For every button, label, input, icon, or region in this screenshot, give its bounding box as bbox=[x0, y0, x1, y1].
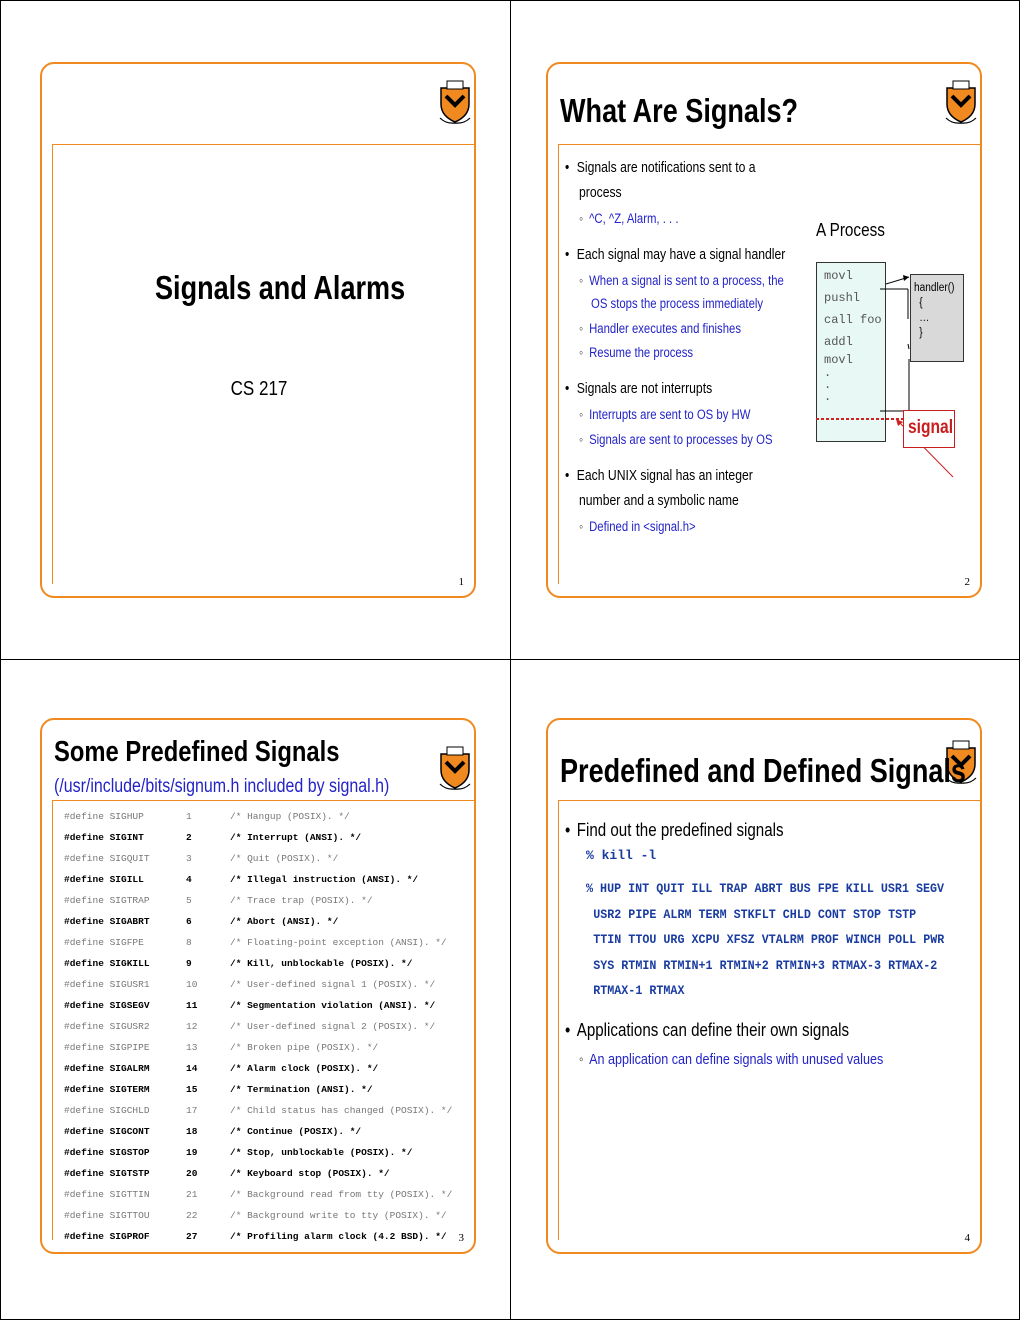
call-arrow-head bbox=[908, 344, 909, 349]
command-output bbox=[586, 876, 944, 1004]
handler-line: … bbox=[919, 312, 930, 324]
code-line: . bbox=[824, 390, 832, 404]
code-line: . bbox=[824, 378, 832, 392]
bullet: • Signals are not interrupts bbox=[565, 381, 713, 397]
slide-rule bbox=[558, 144, 559, 584]
slide-rule-top bbox=[558, 800, 982, 801]
code-line: . bbox=[824, 366, 832, 380]
bullet: • Each signal may have a signal handler bbox=[565, 247, 786, 263]
slide-title: What Are Signals? bbox=[560, 92, 799, 129]
sub-bullet: ◦ When a signal is sent to a process, the bbox=[579, 273, 784, 288]
sub-bullet: ◦ Handler executes and finishes bbox=[579, 321, 742, 336]
sub-bullet: ◦ Signals are sent to processes by OS bbox=[579, 432, 773, 447]
bullet: • Signals are notifications sent to a bbox=[565, 160, 756, 176]
princeton-shield-icon bbox=[438, 78, 472, 124]
slide-title: Signals and Alarms bbox=[155, 269, 406, 306]
page-divider-vertical bbox=[510, 0, 511, 1320]
signal-box bbox=[903, 410, 955, 448]
slide-title: Some Predefined Signals bbox=[54, 736, 340, 768]
slide-rule-top bbox=[52, 800, 476, 801]
sub-bullet-cont: OS stops the process immediately bbox=[591, 296, 764, 311]
output-line: SYS RTMIN RTMIN+1 RTMIN+2 RTMIN+3 RTMAX-3 RTMAX-2 bbox=[593, 957, 938, 973]
page-divider-horizontal bbox=[0, 659, 1020, 660]
bullet: • Applications can define their own signals bbox=[565, 1020, 850, 1040]
course-name: CS 217 bbox=[230, 378, 288, 400]
page-edge-left bbox=[0, 0, 1, 1320]
handler-line: } bbox=[919, 327, 923, 339]
slide-rule bbox=[52, 144, 53, 584]
slide-rule bbox=[558, 800, 559, 1240]
code-line: movl bbox=[824, 353, 853, 367]
sub-bullet: ◦ Resume the process bbox=[579, 345, 694, 360]
output-line: % HUP INT QUIT ILL TRAP ABRT BUS FPE KILL USR1 SEGV bbox=[586, 881, 945, 896]
output-line: RTMAX-1 RTMAX bbox=[593, 983, 685, 998]
slide-rule-top bbox=[558, 144, 982, 145]
princeton-shield-icon bbox=[944, 78, 978, 124]
sub-bullet: ◦ ^C, ^Z, Alarm, . . . bbox=[579, 211, 679, 226]
handler-line: handler() bbox=[914, 282, 955, 294]
output-line: TTIN TTOU URG XCPU XFSZ VTALRM PROF WINCH POLL PWR bbox=[593, 932, 945, 947]
page-edge-top bbox=[0, 0, 1020, 1]
signal-label: signal bbox=[908, 417, 954, 438]
bullet: • Find out the predefined signals bbox=[565, 820, 784, 840]
slide-subtitle: (/usr/include/bits/signum.h included by signal.h) bbox=[54, 776, 390, 797]
slide-number: 2 bbox=[964, 576, 970, 588]
sub-bullet: ◦ An application can define signals with unused values bbox=[579, 1051, 884, 1068]
slide-4 bbox=[546, 718, 982, 1254]
code-line: call foo bbox=[824, 313, 882, 327]
bullet: • Each UNIX signal has an integer bbox=[565, 468, 753, 484]
command-line: % kill -l bbox=[586, 848, 657, 863]
sub-bullet: ◦ Defined in <signal.h> bbox=[579, 519, 696, 534]
bullet-cont: process bbox=[579, 185, 622, 201]
process-label: A Process bbox=[816, 220, 885, 240]
slide-number: 1 bbox=[458, 576, 464, 588]
code-line: addl bbox=[824, 335, 853, 349]
slide-3: Some Predefined Signals (/usr/include/bits/signum.h included by signal.h) #define SIGHUP 1 /* Hangup (POSIX). */ #define SIGINT 2 /* Interrupt (ANSI). */ #define SIGQUIT 3 /* Quit (POSIX). */ #define SIGILL 4 /* Illegal instruction (ANSI). */ #define SIGTRAP 5 /* Trace trap (POSIX). */ #define SIGABRT 6 /* Abort (ANSI). */ #define SIGFPE 8 /* Floating-point exception (ANSI). */ #define SIGKILL 9 /* Kill, unblockable (POSIX). */ #define SIGUSR1 10 /* User-defined signal 1 (POSIX). */ #define SIGSEGV 11 /* Segmentation violation (ANSI). */ #define SIGUSR2 12 /* User-defined signal 2 (POSIX). */ #define SIGPIPE 13 /* Broken pipe (POSIX). */ #define SIGALRM 14 /* Alarm clock (POSIX). */ #define SIGTERM 15 /* Termination (ANSI). */ #define SIGCHLD 17 /* Child status has changed (POSIX). */ #define SIGCONT 18 /* Continue (POSIX). */ #define SIGSTOP 19 /* Stop, unblockable (POSIX). */ #define SIGTSTP 20 /* Keyboard stop (POSIX). */ #define SIGTTIN 21 /* Background read from tty (POSIX). */ #define SIGTTOU 22 /* Background write to tty (POSIX). */ #define SIGPROF 27 /* Profiling alarm clock (4.2 BSD). */ 3 bbox=[40, 718, 476, 1254]
handler-line: { bbox=[919, 297, 923, 309]
slide-2 bbox=[546, 62, 982, 598]
sub-bullet: ◦ Interrupts are sent to OS by HW bbox=[579, 407, 751, 422]
code-line: pushl bbox=[824, 291, 861, 305]
slide-1 bbox=[40, 62, 476, 598]
slide-number: 4 bbox=[964, 1232, 970, 1244]
slide-title: Predefined and Defined Signals bbox=[560, 752, 966, 789]
output-line: USR2 PIPE ALRM TERM STKFLT CHLD CONT STOP TSTP bbox=[593, 906, 917, 922]
slide-rule-top bbox=[52, 144, 476, 145]
slide-rule bbox=[52, 800, 53, 1240]
code-line: movl bbox=[824, 269, 853, 283]
slide-number: 3 bbox=[458, 1232, 464, 1244]
bullet-cont: number and a symbolic name bbox=[579, 493, 739, 509]
princeton-shield-icon bbox=[438, 744, 472, 790]
arrowhead-icon bbox=[903, 275, 909, 281]
